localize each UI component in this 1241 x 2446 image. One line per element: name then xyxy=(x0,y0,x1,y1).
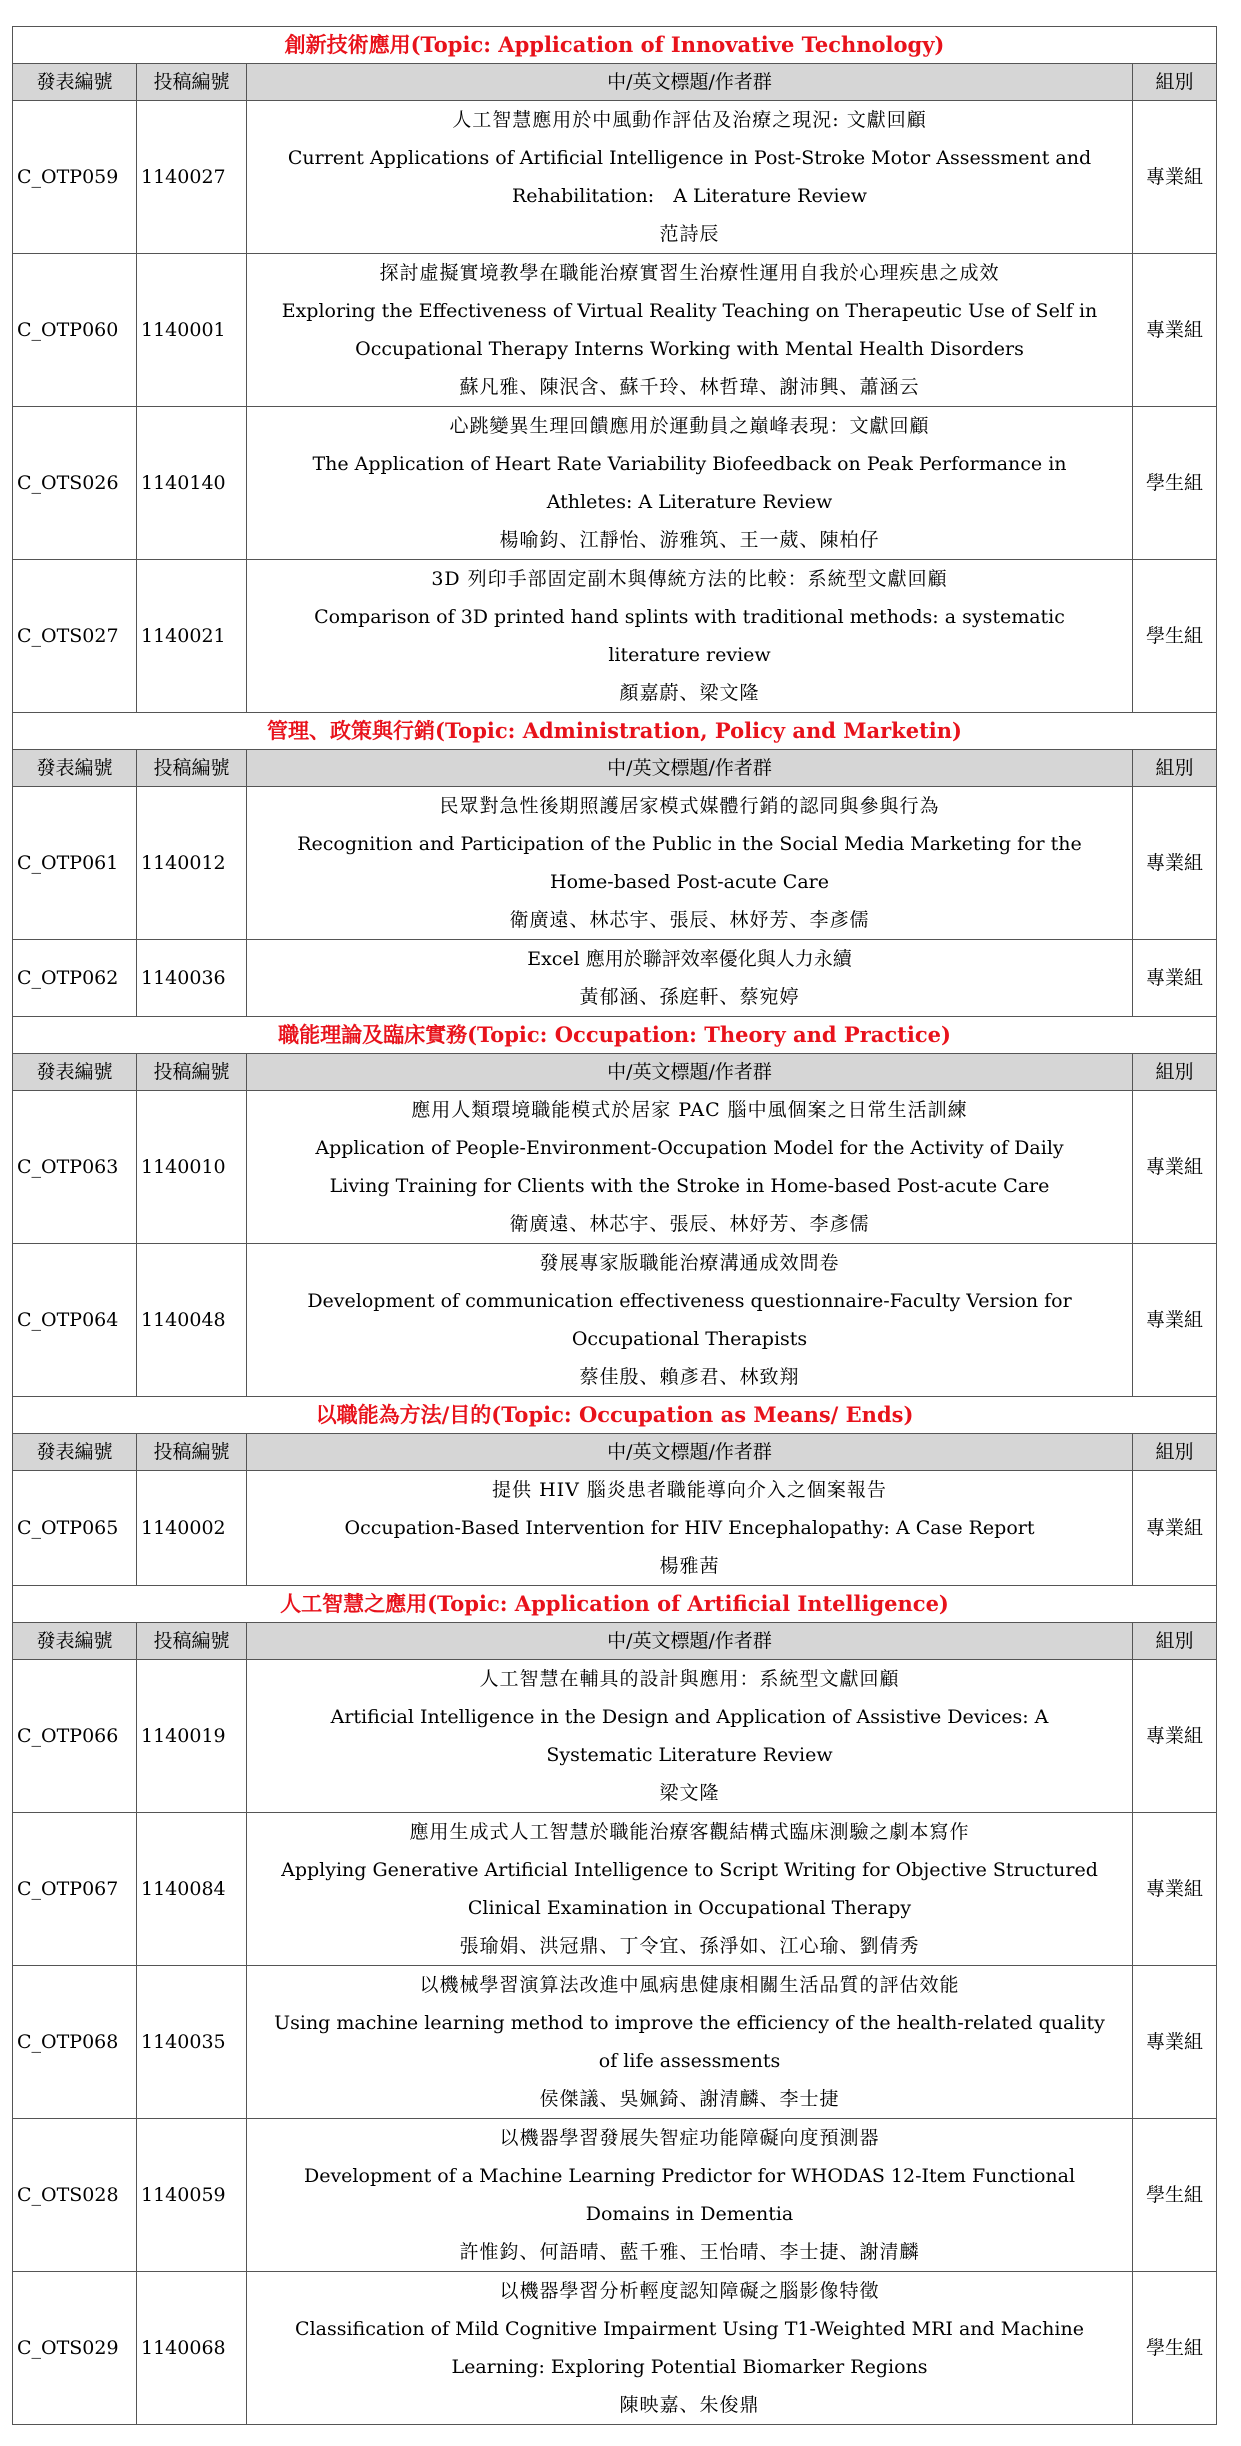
header-title: 中/英文標題/作者群 xyxy=(247,1054,1133,1091)
submission-number: 1140084 xyxy=(137,1813,247,1966)
submission-number: 1140048 xyxy=(137,1244,247,1397)
title-authors-cell xyxy=(247,1966,1133,2119)
title-line: 楊雅茜 xyxy=(659,1555,720,1577)
title-authors-cell xyxy=(247,1813,1133,1966)
submission-number: 1140035 xyxy=(137,1966,247,2119)
section-heading: 創新技術應用(Topic: Application of Innovative Technology) xyxy=(13,27,1217,64)
submission-number: 1140068 xyxy=(137,2272,247,2425)
title-line: Using machine learning method to improve the efficiency of the health-related quality xyxy=(274,2012,1105,2034)
column-header-row xyxy=(13,64,1217,101)
header-group: 組別 xyxy=(1133,1054,1217,1091)
presentation-code: C_OTP059 xyxy=(13,101,137,254)
column-header-row xyxy=(13,1054,1217,1091)
title-line: of life assessments xyxy=(598,2050,781,2072)
header-code: 發表編號 xyxy=(13,1054,137,1091)
title-authors-cell xyxy=(247,1091,1133,1244)
presentation-code: C_OTS028 xyxy=(13,2119,137,2272)
title-line: Comparison of 3D printed hand splints with traditional methods: a systematic xyxy=(314,606,1065,628)
title-line: 梁文隆 xyxy=(659,1782,720,1804)
title-line: Living Training for Clients with the Stroke in Home-based Post-acute Care xyxy=(329,1175,1050,1197)
presentation-code: C_OTP060 xyxy=(13,254,137,407)
title-line: 張瑜娟、洪冠鼎、丁令宜、孫淨如、江心瑜、劉倩秀 xyxy=(459,1935,920,1957)
title-line: 衛廣遠、林芯宇、張辰、林妤芳、李彥儒 xyxy=(509,909,870,931)
submission-number: 1140012 xyxy=(137,787,247,940)
header-code: 發表編號 xyxy=(13,1434,137,1471)
submission-number: 1140010 xyxy=(137,1091,247,1244)
title-line: 許惟鈞、何語晴、藍千雅、王怡晴、李士捷、謝清麟 xyxy=(459,2241,920,2263)
section-heading-row xyxy=(13,1017,1217,1054)
table-row xyxy=(13,1660,1217,1813)
table-row xyxy=(13,101,1217,254)
group-label: 學生組 xyxy=(1133,2272,1217,2425)
group-label: 專業組 xyxy=(1133,1813,1217,1966)
header-code: 發表編號 xyxy=(13,64,137,101)
title-line: Clinical Examination in Occupational Therapy xyxy=(467,1897,912,1919)
section-heading-row xyxy=(13,713,1217,750)
title-line: 侯傑議、吳姵錡、謝清麟、李士捷 xyxy=(539,2088,840,2110)
section-heading-row xyxy=(13,1397,1217,1434)
group-label: 學生組 xyxy=(1133,560,1217,713)
title-line: 心跳變異生理回饋應用於運動員之巔峰表現：文獻回顧 xyxy=(449,415,930,437)
header-submission: 投稿編號 xyxy=(137,64,247,101)
title-line: Classification of Mild Cognitive Impairment Using T1-Weighted MRI and Machine xyxy=(295,2318,1084,2340)
table-row xyxy=(13,940,1217,1017)
presentation-code: C_OTP063 xyxy=(13,1091,137,1244)
group-label: 專業組 xyxy=(1133,787,1217,940)
column-header-row xyxy=(13,1434,1217,1471)
section-heading-row xyxy=(13,1586,1217,1623)
section-heading: 職能理論及臨床實務(Topic: Occupation: Theory and Practice) xyxy=(13,1017,1217,1054)
title-line: 應用人類環境職能模式於居家 PAC 腦中風個案之日常生活訓練 xyxy=(411,1099,968,1121)
table-row xyxy=(13,254,1217,407)
group-label: 專業組 xyxy=(1133,101,1217,254)
title-line: 民眾對急性後期照護居家模式媒體行銷的認同與參與行為 xyxy=(439,795,940,817)
group-label: 專業組 xyxy=(1133,1091,1217,1244)
group-label: 專業組 xyxy=(1133,254,1217,407)
title-authors-cell xyxy=(247,560,1133,713)
presentation-code: C_OTP062 xyxy=(13,940,137,1017)
title-line: 以機器學習發展失智症功能障礙向度預測器 xyxy=(499,2127,880,2149)
table-row xyxy=(13,1091,1217,1244)
title-line: The Application of Heart Rate Variability Biofeedback on Peak Performance in xyxy=(312,453,1067,475)
section-heading-row xyxy=(13,27,1217,64)
header-group: 組別 xyxy=(1133,750,1217,787)
title-line: 以機械學習演算法改進中風病患健康相關生活品質的評估效能 xyxy=(419,1974,960,1996)
title-line: 以機器學習分析輕度認知障礙之腦影像特徵 xyxy=(499,2280,880,2302)
submission-number: 1140140 xyxy=(137,407,247,560)
table-row xyxy=(13,2119,1217,2272)
title-line: Rehabilitation: A Literature Review xyxy=(511,185,868,207)
title-line: Occupational Therapy Interns Working with Mental Health Disorders xyxy=(355,338,1024,360)
submission-number: 1140059 xyxy=(137,2119,247,2272)
title-authors-cell xyxy=(247,2119,1133,2272)
title-authors-cell xyxy=(247,407,1133,560)
title-line: Occupation-Based Intervention for HIV Encephalopathy: A Case Report xyxy=(344,1517,1035,1539)
header-group: 組別 xyxy=(1133,1623,1217,1660)
header-code: 發表編號 xyxy=(13,1623,137,1660)
presentation-code: C_OTP064 xyxy=(13,1244,137,1397)
title-line: Recognition and Participation of the Public in the Social Media Marketing for the xyxy=(297,833,1082,855)
header-code: 發表編號 xyxy=(13,750,137,787)
submission-number: 1140027 xyxy=(137,101,247,254)
group-label: 專業組 xyxy=(1133,940,1217,1017)
title-line: 發展專家版職能治療溝通成效問卷 xyxy=(539,1252,840,1274)
title-line: Application of People-Environment-Occupation Model for the Activity of Daily xyxy=(315,1137,1064,1159)
title-line: Development of communication effectiveness questionnaire-Faculty Version for xyxy=(307,1290,1072,1312)
title-line: 應用生成式人工智慧於職能治療客觀結構式臨床測驗之劇本寫作 xyxy=(409,1821,970,1843)
title-line: 楊喻鈞、江靜怡、游雅筑、王一葳、陳柏仔 xyxy=(499,529,880,551)
column-header-row xyxy=(13,1623,1217,1660)
presentation-code: C_OTP065 xyxy=(13,1471,137,1586)
submission-number: 1140002 xyxy=(137,1471,247,1586)
title-line: 提供 HIV 腦炎患者職能導向介入之個案報告 xyxy=(492,1479,887,1501)
group-label: 專業組 xyxy=(1133,1966,1217,2119)
title-line: Learning: Exploring Potential Biomarker Regions xyxy=(451,2356,928,2378)
title-line: Current Applications of Artificial Intelligence in Post-Stroke Motor Assessment and xyxy=(287,147,1092,169)
header-submission: 投稿編號 xyxy=(137,1054,247,1091)
table-row xyxy=(13,407,1217,560)
section-heading: 以職能為方法/目的(Topic: Occupation as Means/ Ends) xyxy=(13,1397,1217,1434)
presentation-list-document xyxy=(12,26,1217,2425)
presentation-code: C_OTS029 xyxy=(13,2272,137,2425)
submission-number: 1140019 xyxy=(137,1660,247,1813)
presentation-code: C_OTP061 xyxy=(13,787,137,940)
presentation-code: C_OTP066 xyxy=(13,1660,137,1813)
header-submission: 投稿編號 xyxy=(137,1623,247,1660)
title-line: Athletes: A Literature Review xyxy=(546,491,833,513)
title-authors-cell xyxy=(247,101,1133,254)
title-line: 顏嘉蔚、梁文隆 xyxy=(619,682,760,704)
submission-number: 1140036 xyxy=(137,940,247,1017)
group-label: 專業組 xyxy=(1133,1244,1217,1397)
title-authors-cell xyxy=(247,2272,1133,2425)
title-line: Home-based Post-acute Care xyxy=(550,871,829,893)
column-header-row xyxy=(13,750,1217,787)
submission-number: 1140001 xyxy=(137,254,247,407)
title-authors-cell xyxy=(247,940,1133,1017)
table-row xyxy=(13,787,1217,940)
table-row xyxy=(13,1244,1217,1397)
header-group: 組別 xyxy=(1133,1434,1217,1471)
title-line: 蘇凡雅、陳泯含、蘇千玲、林哲瑋、謝沛興、蕭涵云 xyxy=(459,376,920,398)
title-line: Occupational Therapists xyxy=(571,1328,808,1350)
table-row xyxy=(13,1471,1217,1586)
header-title: 中/英文標題/作者群 xyxy=(247,750,1133,787)
table-row xyxy=(13,1813,1217,1966)
header-submission: 投稿編號 xyxy=(137,1434,247,1471)
group-label: 學生組 xyxy=(1133,407,1217,560)
title-line: 探討虛擬實境教學在職能治療實習生治療性運用自我於心理疾患之成效 xyxy=(379,262,1000,284)
section-heading: 管理、政策與行銷(Topic: Administration, Policy and Marketin) xyxy=(13,713,1217,750)
group-label: 專業組 xyxy=(1133,1471,1217,1586)
group-label: 學生組 xyxy=(1133,2119,1217,2272)
title-line: Systematic Literature Review xyxy=(546,1744,833,1766)
title-line: Applying Generative Artificial Intelligence to Script Writing for Objective Structured xyxy=(281,1859,1098,1881)
header-title: 中/英文標題/作者群 xyxy=(247,64,1133,101)
title-authors-cell xyxy=(247,254,1133,407)
title-line: 陳映嘉、朱俊鼎 xyxy=(619,2394,760,2416)
table-row xyxy=(13,560,1217,713)
header-group: 組別 xyxy=(1133,64,1217,101)
presentation-table xyxy=(12,26,1217,2425)
section-heading: 人工智慧之應用(Topic: Application of Artificial Intelligence) xyxy=(13,1586,1217,1623)
header-title: 中/英文標題/作者群 xyxy=(247,1623,1133,1660)
title-authors-cell xyxy=(247,1471,1133,1586)
presentation-code: C_OTP068 xyxy=(13,1966,137,2119)
title-line: Exploring the Effectiveness of Virtual Reality Teaching on Therapeutic Use of Self in xyxy=(281,300,1098,322)
title-line: Artificial Intelligence in the Design and Application of Assistive Devices: A xyxy=(330,1706,1049,1728)
title-authors-cell xyxy=(247,1660,1133,1813)
table-row xyxy=(13,2272,1217,2425)
title-line: 黃郁涵、孫庭軒、蔡宛婷 xyxy=(579,986,800,1008)
presentation-code: C_OTS026 xyxy=(13,407,137,560)
title-line: 衛廣遠、林芯宇、張辰、林妤芳、李彥儒 xyxy=(509,1213,870,1235)
presentation-code: C_OTP067 xyxy=(13,1813,137,1966)
title-line: Domains in Dementia xyxy=(585,2203,794,2225)
title-line: literature review xyxy=(608,644,771,666)
presentation-table-body xyxy=(13,27,1217,2425)
title-line: 人工智慧應用於中風動作評估及治療之現況: 文獻回顧 xyxy=(452,109,927,131)
presentation-code: C_OTS027 xyxy=(13,560,137,713)
header-title: 中/英文標題/作者群 xyxy=(247,1434,1133,1471)
title-authors-cell xyxy=(247,1244,1133,1397)
table-row xyxy=(13,1966,1217,2119)
group-label: 專業組 xyxy=(1133,1660,1217,1813)
title-line: 3D 列印手部固定副木與傳統方法的比較：系統型文獻回顧 xyxy=(431,568,948,590)
title-line: Excel 應用於聯評效率優化與人力永續 xyxy=(527,948,852,970)
header-submission: 投稿編號 xyxy=(137,750,247,787)
title-line: Development of a Machine Learning Predictor for WHODAS 12-Item Functional xyxy=(303,2165,1076,2187)
title-authors-cell xyxy=(247,787,1133,940)
title-line: 蔡佳殷、賴彥君、林致翔 xyxy=(579,1366,800,1388)
title-line: 范詩辰 xyxy=(659,223,720,245)
title-line: 人工智慧在輔具的設計與應用：系統型文獻回顧 xyxy=(479,1668,900,1690)
submission-number: 1140021 xyxy=(137,560,247,713)
